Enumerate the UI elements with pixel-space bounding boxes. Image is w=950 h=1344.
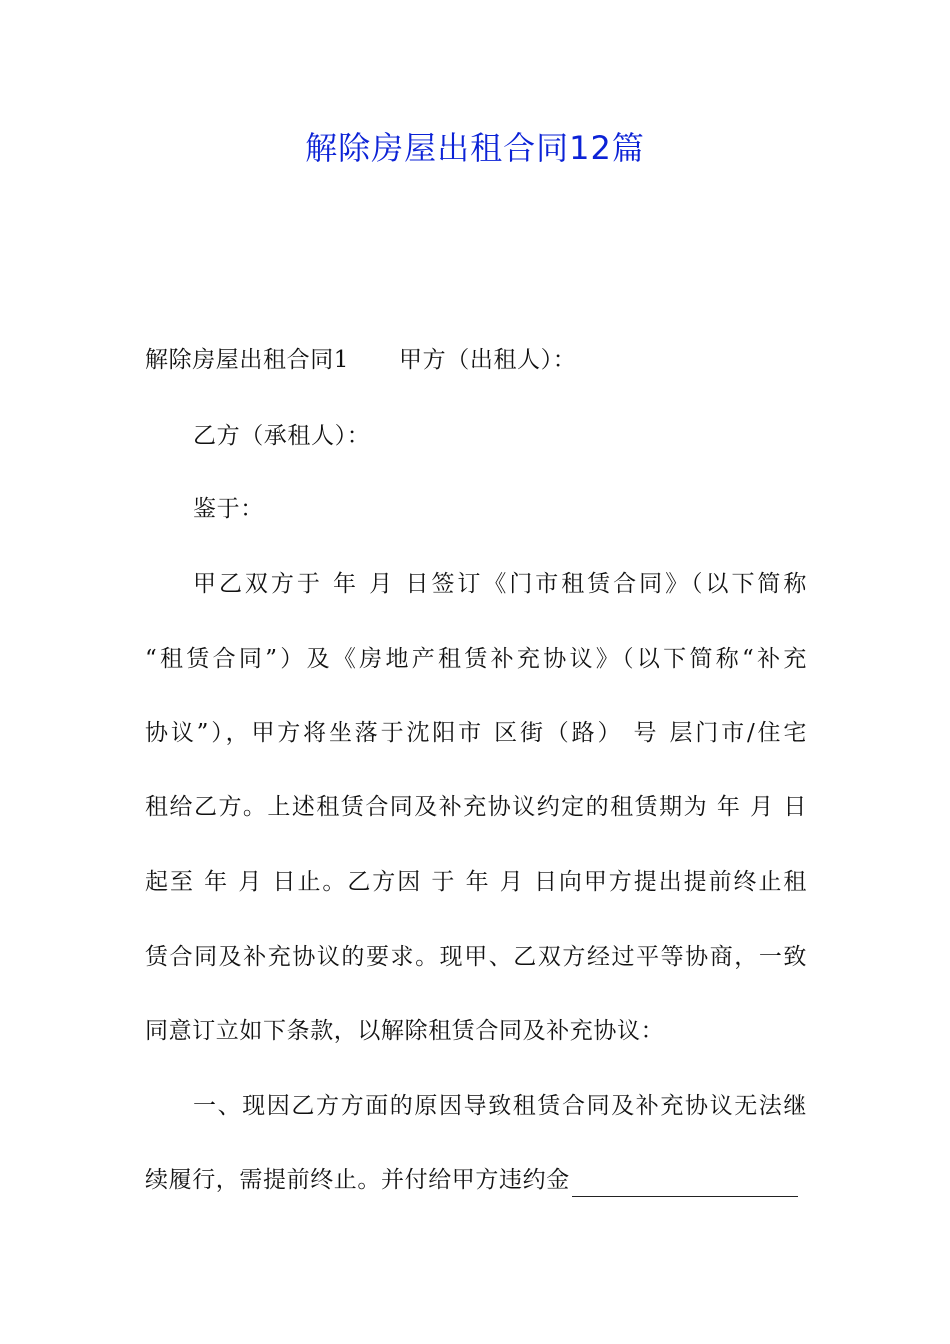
- section-heading: 解除房屋出租合同1: [145, 347, 350, 373]
- clause-text: 续履行，需提前终止。并付给甲方违约金: [145, 1167, 570, 1193]
- paragraph-line: 赁合同及补充协议的要求。现甲、乙双方经过平等协商，一致: [145, 944, 807, 970]
- clause-line-with-blank: [145, 1163, 807, 1197]
- whereas-label: 鉴于：: [193, 496, 264, 522]
- paragraph-line: 同意订立如下条款，以解除租赁合同及补充协议：: [145, 1018, 665, 1044]
- document-title: 解除房屋出租合同12篇: [305, 129, 645, 167]
- clause-line: 一、现因乙方方面的原因导致租赁合同及补充协议无法继: [193, 1093, 807, 1119]
- party-b-label: 乙方（承租人）：: [193, 423, 371, 449]
- party-a-label: 甲方（出租人）：: [399, 347, 577, 373]
- paragraph-line: “租赁合同”）及《房地产租赁补充协议》（以下简称“补充: [145, 646, 807, 672]
- paragraph-line: 协议”），甲方将坐落于沈阳市 区街（路） 号 层门市/住宅: [145, 720, 807, 746]
- paragraph-line: 租给乙方。上述租赁合同及补充协议约定的租赁期为 年 月 日: [145, 794, 807, 820]
- paragraph-line: 甲乙双方于 年 月 日签订《门市租赁合同》（以下简称: [193, 571, 807, 597]
- section-heading-line: [145, 343, 807, 377]
- penalty-blank-field[interactable]: [572, 1170, 798, 1197]
- paragraph-line: 起至 年 月 日止。乙方因 于 年 月 日向甲方提出提前终止租: [145, 869, 807, 895]
